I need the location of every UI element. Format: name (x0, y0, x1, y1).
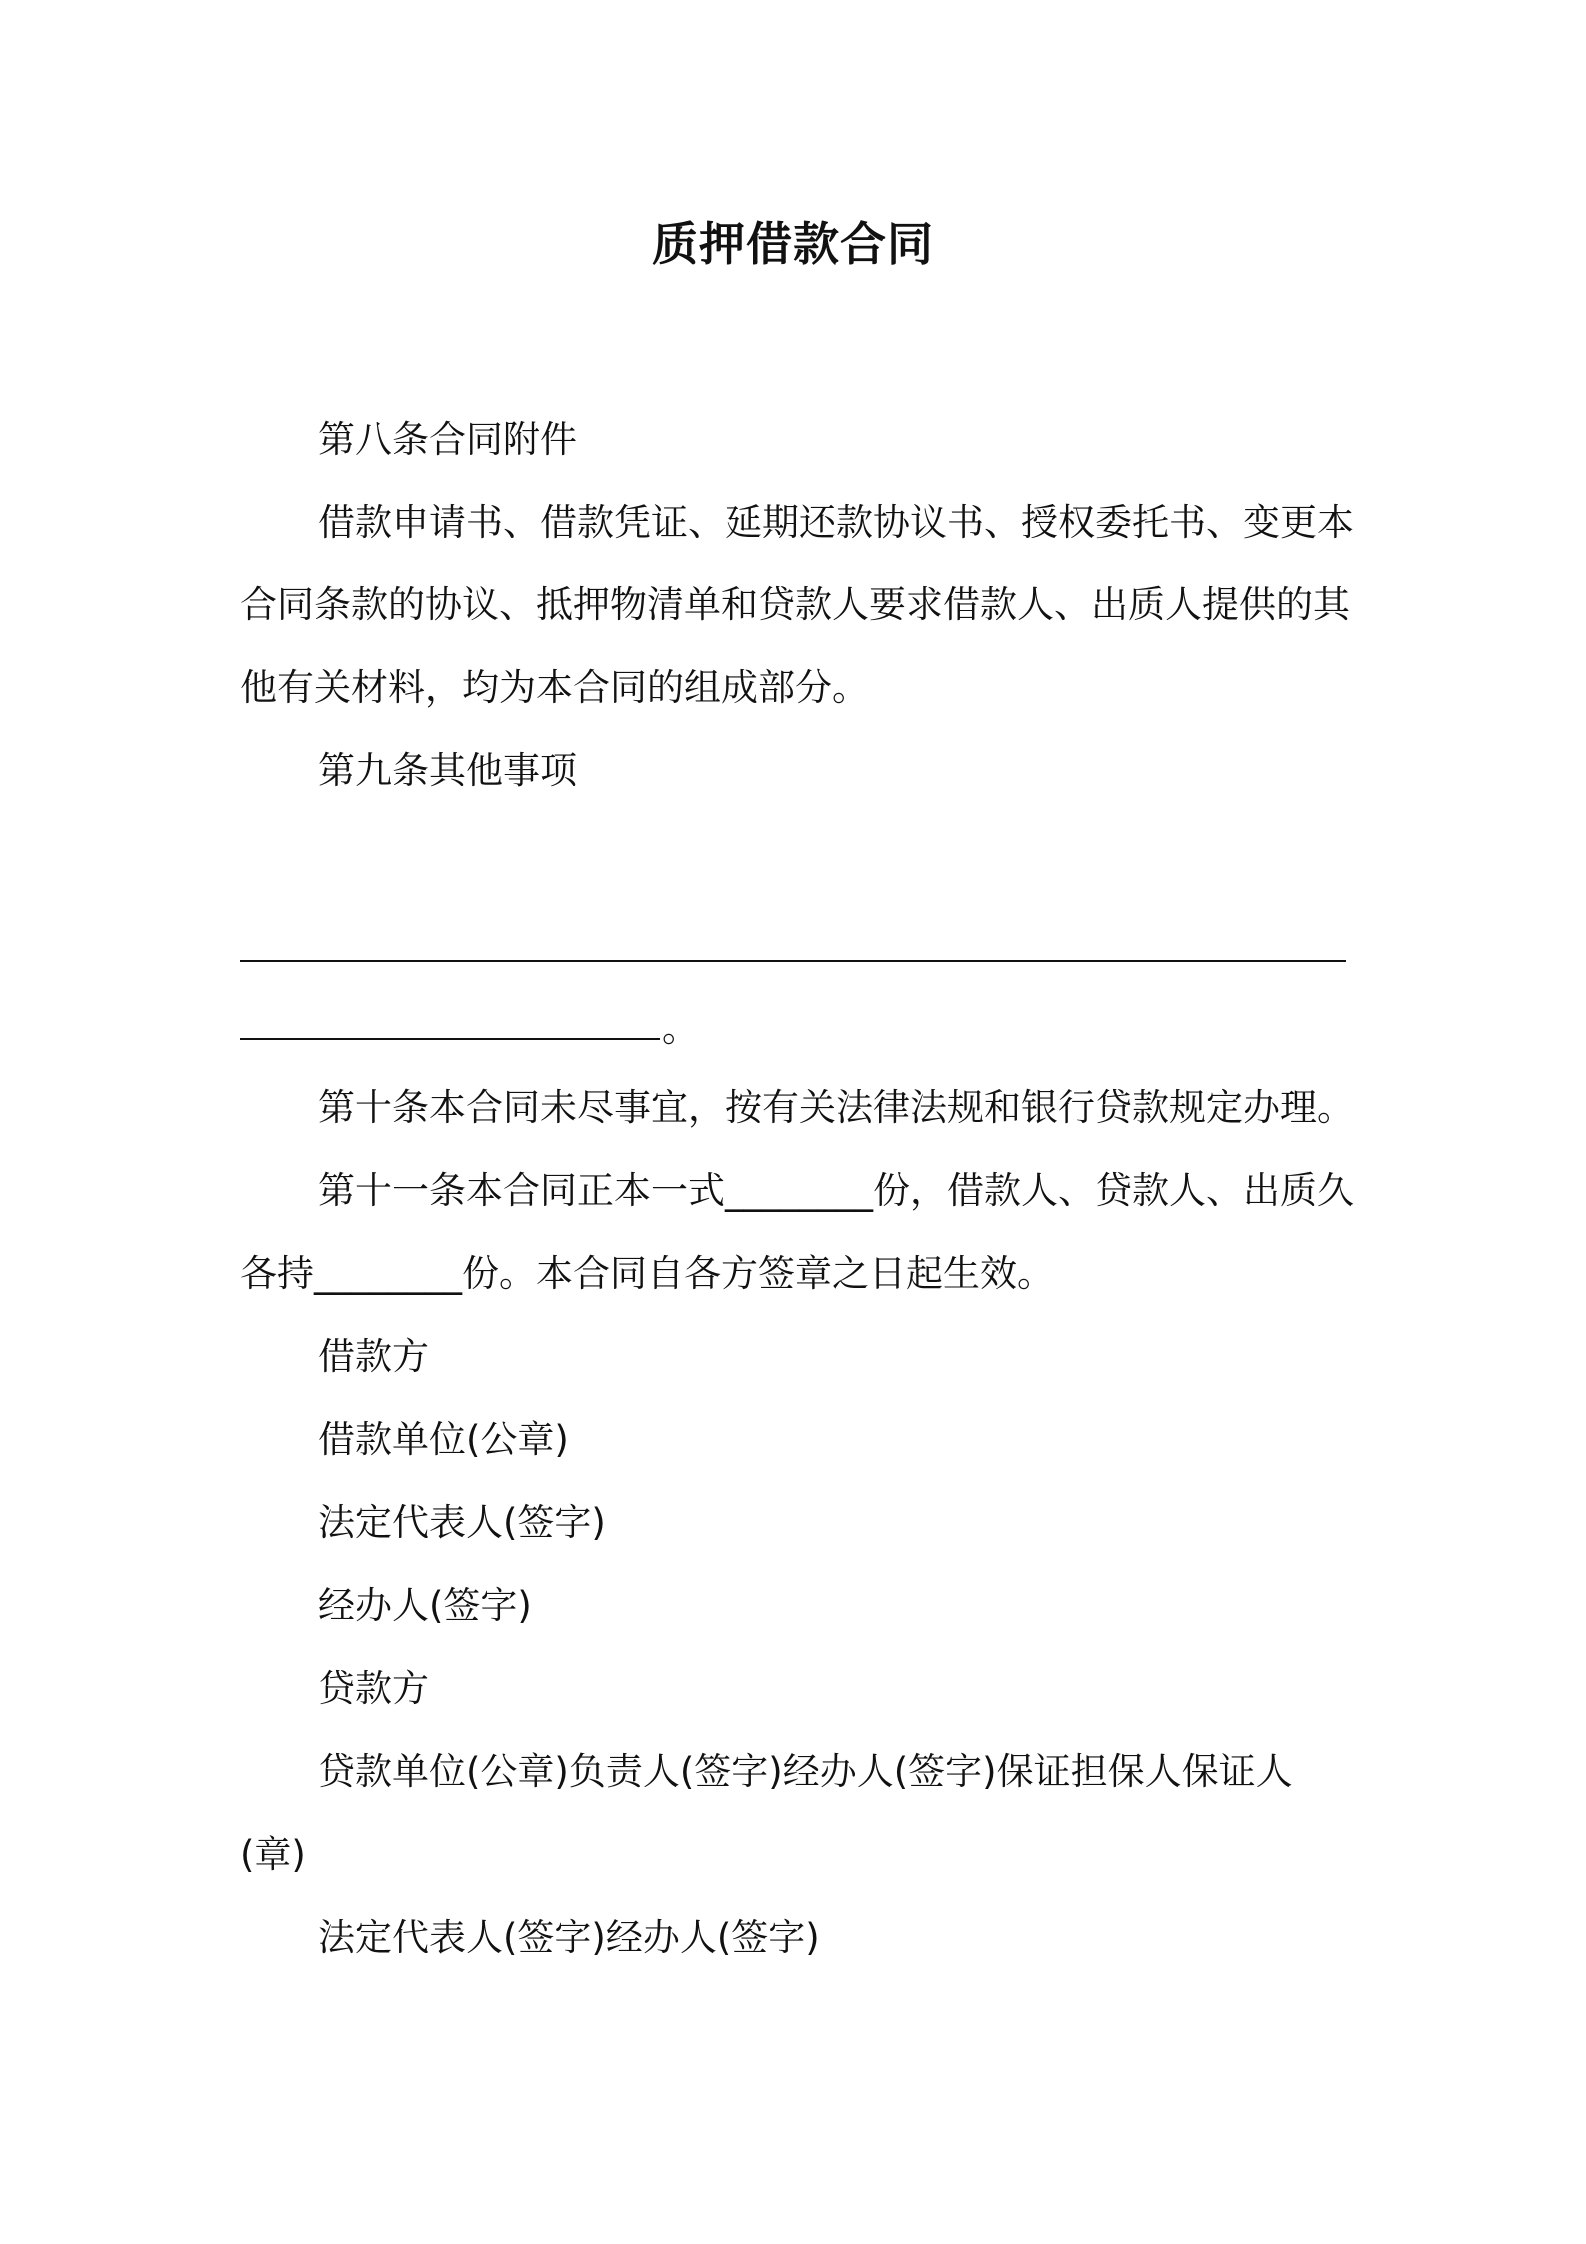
blank-rule-short (240, 1038, 660, 1040)
article-8-text-line-2: 合同条款的协议、抵押物清单和贷款人要求借款人、出质人提供的其 (240, 583, 1350, 626)
article-8-text-line-1: 借款申请书、借款凭证、延期还款协议书、授权委托书、变更本 (318, 501, 1354, 544)
lender-legal-rep-signature: 法定代表人(签字)经办人(签字) (318, 1916, 820, 1959)
lender-label: 贷款方 (318, 1667, 429, 1710)
borrower-unit-seal: 借款单位(公章) (318, 1418, 569, 1461)
article-8-text-line-3: 他有关材料，均为本合同的组成部分。 (240, 666, 869, 709)
blank-rule-long (240, 960, 1346, 962)
blank-end-period: 。 (662, 1007, 699, 1050)
article-10-text: 第十条本合同未尽事宜，按有关法律法规和银行贷款规定办理。 (318, 1086, 1354, 1129)
lender-signature-line-2: (章) (240, 1833, 306, 1876)
lender-signature-line-1: 贷款单位(公章)负责人(签字)经办人(签字)保证担保人保证人 (318, 1750, 1293, 1793)
borrower-label: 借款方 (318, 1335, 429, 1378)
article-8-heading: 第八条合同附件 (318, 418, 577, 461)
document-title: 质押借款合同 (652, 217, 934, 271)
article-11-text-line-2: 各持________份。本合同自各方签章之日起生效。 (240, 1252, 1054, 1295)
borrower-handler-signature: 经办人(签字) (318, 1584, 532, 1627)
borrower-legal-rep-signature: 法定代表人(签字) (318, 1501, 606, 1544)
article-9-heading: 第九条其他事项 (318, 749, 577, 792)
article-11-text-line-1: 第十一条本合同正本一式________份，借款人、贷款人、出质久 (318, 1169, 1354, 1212)
